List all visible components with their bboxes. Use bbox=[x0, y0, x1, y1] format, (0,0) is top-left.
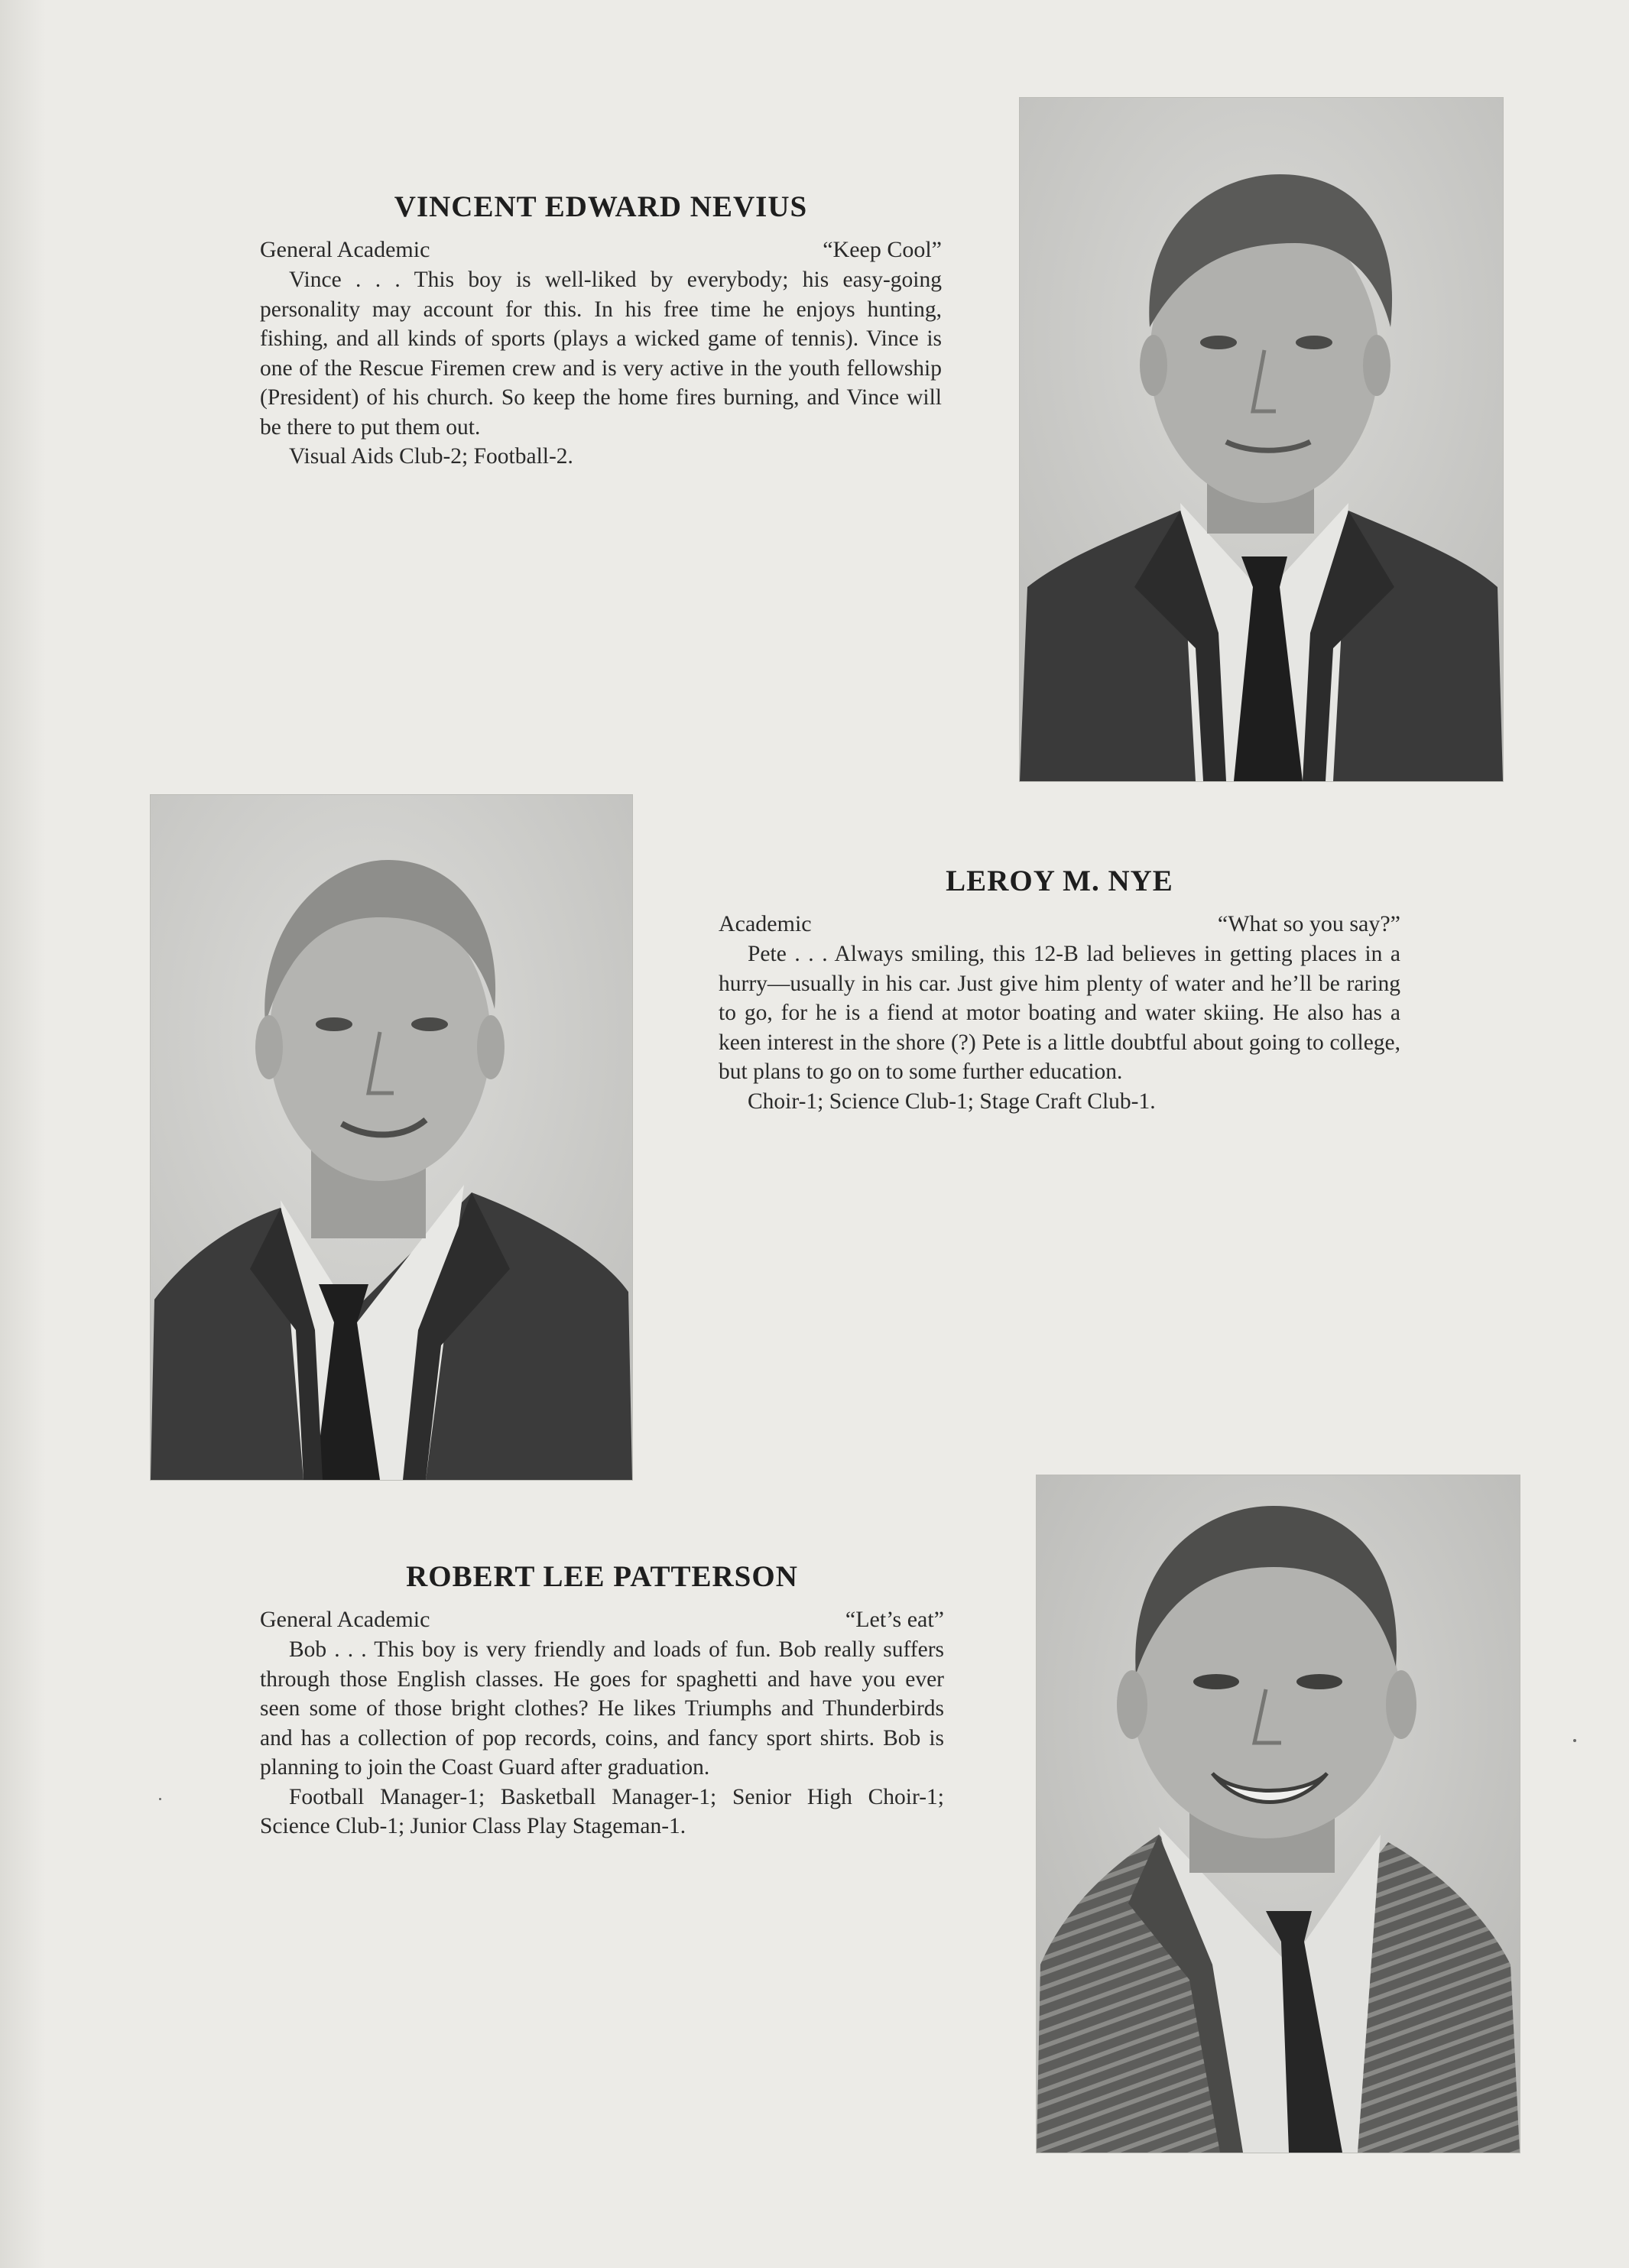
senior-bio: Vince . . . This boy is well-liked by everybody; his easy-going personality may account for this. In his free time he enjoys hunting, fishing, and all kinds of sports (plays a wicked game of tennis). Vince is one of the Rescue Firemen crew and is very active in the youth fellowship (President) of his church. So keep the home fires burning, and Vince will be there to put them out. bbox=[260, 268, 942, 440]
senior-portrait-nye bbox=[151, 795, 632, 1480]
motto-label: “What so you say?” bbox=[1217, 911, 1400, 936]
course-label: General Academic bbox=[260, 1607, 430, 1632]
senior-activities: Football Manager-1; Basketball Manager-1; Senior High Choir-1; Science Club-1; Junior Class Play Stageman-1. bbox=[260, 1784, 944, 1838]
senior-entry-nye bbox=[719, 864, 1400, 1116]
course-motto-row bbox=[260, 1604, 944, 1635]
senior-portrait-patterson bbox=[1037, 1475, 1520, 2153]
motto-label: “Keep Cool” bbox=[823, 237, 942, 262]
senior-bio: Pete . . . Always smiling, this 12-B lad believes in getting places in a hurry—usually in his car. Just give him plenty of water and he’ll be raring to go, for he is a fiend at motor boating and water skiing. He also has a keen interest in the shore (?) Pete is a little doubtful about going to college, but plans to go on to some further education. bbox=[719, 942, 1400, 1084]
senior-name: VINCENT EDWARD NEVIUS bbox=[394, 190, 808, 223]
print-speck bbox=[159, 1798, 161, 1800]
senior-activities: Visual Aids Club-2; Football-2. bbox=[289, 444, 573, 469]
page-binding-shadow bbox=[0, 0, 46, 2268]
course-label: Academic bbox=[719, 911, 812, 936]
print-speck bbox=[1573, 1739, 1576, 1742]
course-motto-row bbox=[719, 909, 1400, 939]
senior-name: ROBERT LEE PATTERSON bbox=[406, 1560, 798, 1593]
motto-label: “Let’s eat” bbox=[845, 1607, 944, 1632]
course-motto-row bbox=[260, 235, 942, 265]
senior-activities: Choir-1; Science Club-1; Stage Craft Club-1. bbox=[748, 1089, 1156, 1114]
course-label: General Academic bbox=[260, 237, 430, 262]
senior-entry-patterson bbox=[260, 1559, 944, 1841]
senior-bio: Bob . . . This boy is very friendly and loads of fun. Bob really suffers through those English classes. He goes for spaghetti and have you ever seen some of those bright clothes? He likes Triumphs and Thunderbirds and has a collection of pop records, coins, and fancy sport shirts. Bob is planning to join the Coast Guard after graduation. bbox=[260, 1637, 944, 1780]
senior-name: LEROY M. NYE bbox=[946, 865, 1173, 897]
senior-portrait-nevius bbox=[1020, 98, 1503, 781]
senior-entry-nevius bbox=[260, 190, 942, 472]
